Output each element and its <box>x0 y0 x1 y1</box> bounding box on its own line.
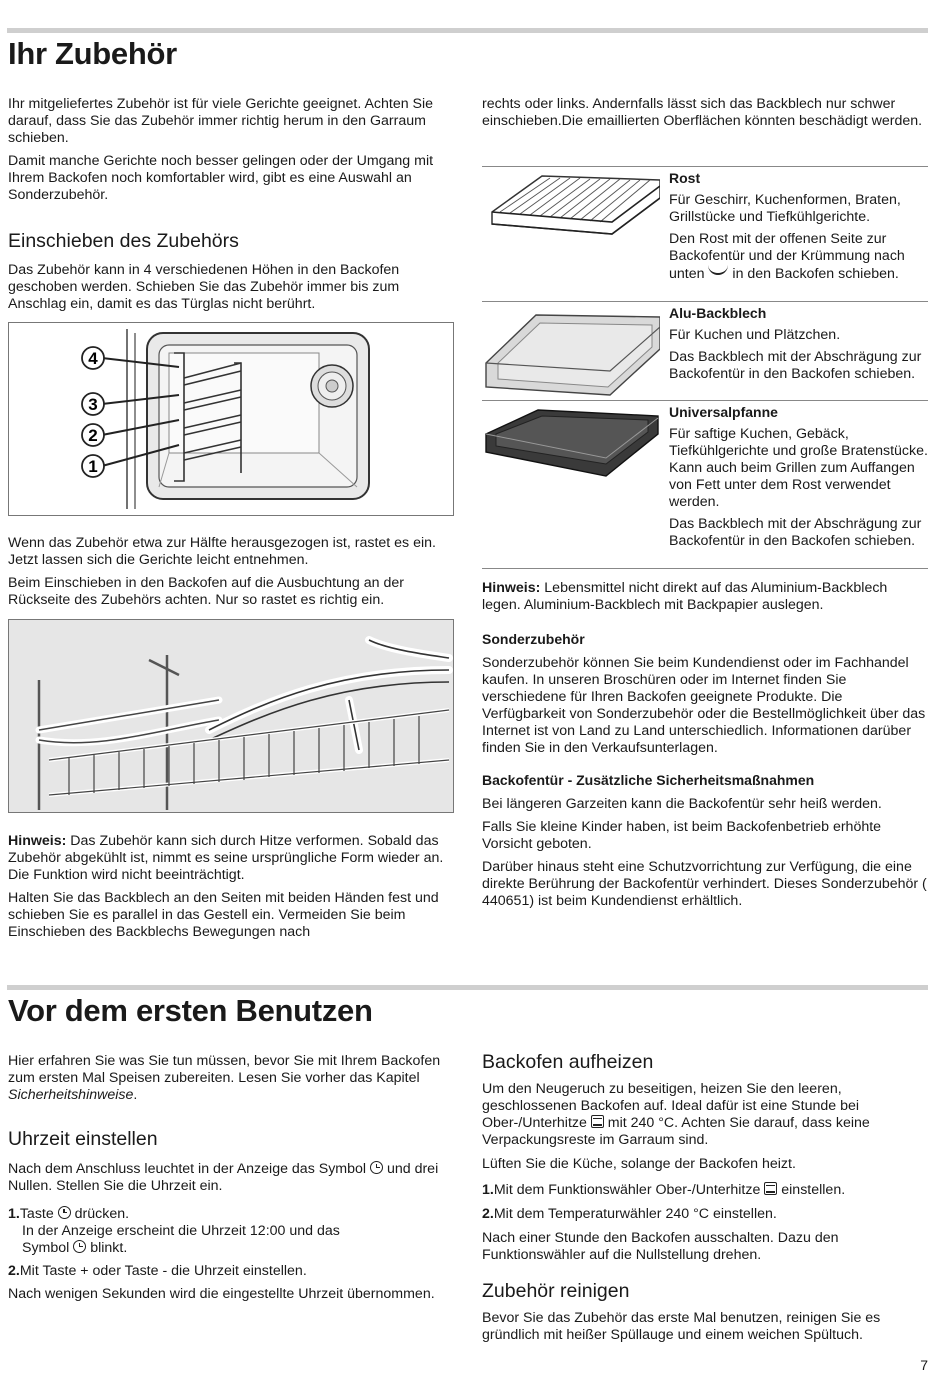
level-label-4: 4 <box>88 349 98 368</box>
level-label-1: 1 <box>88 457 98 476</box>
heading-einschieben: Einschieben des Zubehörs <box>8 230 239 252</box>
clock-icon <box>370 1161 383 1174</box>
universalpfanne-image <box>482 402 660 480</box>
rost-title: Rost <box>669 170 701 186</box>
accessory-rule-3 <box>482 400 928 401</box>
rost-hinweis: Den Rost mit der offenen Seite zur Backofentür und der Krümmung nach unten in den Backofen schieben. <box>669 231 905 282</box>
aufheizen-text: Um den Neugeruch zu beseitigen, heizen Sie den leeren, geschlossenen Backofen auf. Ideal dafür ist eine Stunde bei Ober-/Unterhitze mit 240 °C. Achten Sie darauf, dass keine Verpackungsreste im Garraum sind. <box>482 1081 870 1148</box>
alu-backblech-title: Alu-Backblech <box>669 305 767 321</box>
rack-detail-figure <box>8 619 454 813</box>
accessory-rule-2 <box>482 301 928 302</box>
clock-icon <box>73 1240 86 1253</box>
heading-zubehoer-reinigen: Zubehör reinigen <box>482 1280 630 1302</box>
universalpfanne-desc: Für saftige Kuchen, Gebäck, Tiefkühlgerichte und große Bratenstücke. Kann auch beim Grillen zum Auffangen von Fett unter dem Rost verwendet werden. <box>669 426 928 510</box>
backblech-fortsetzung: rechts oder links. Andernfalls lässt sich das Backblech nur schwer einschieben.Die emaillierten Oberflächen könnten beschädigt werden. <box>482 96 923 129</box>
lueften-text: Lüften Sie die Küche, solange der Backofen heizt. <box>482 1156 796 1172</box>
sonderzubehoer-title: Sonderzubehör <box>482 631 585 647</box>
aufheizen-step-1: 1.Mit dem Funktionswähler Ober-/Unterhitze einstellen. <box>482 1182 846 1198</box>
alu-backblech-hinweis: Das Backblech mit der Abschrägung zur Backofentür in den Backofen schieben. <box>669 349 922 382</box>
level-label-3: 3 <box>88 395 98 414</box>
section-title-vor-dem-ersten-benutzen: Vor dem ersten Benutzen <box>8 993 373 1028</box>
vorbereitung-intro: Hier erfahren Sie was Sie tun müssen, bevor Sie mit Ihrem Backofen zum ersten Mal Speisen zubereiten. Lesen Sie vorher das Kapitel Sicherheitshinweise. <box>8 1053 441 1103</box>
uhrzeit-uebernahme: Nach wenigen Sekunden wird die eingestellte Uhrzeit übernommen. <box>8 1286 435 1302</box>
curve-down-icon <box>708 265 728 275</box>
clock-icon <box>58 1206 71 1219</box>
aufheizen-step-2: 2.Mit dem Temperaturwähler 240 °C einstellen. <box>482 1206 777 1222</box>
level-label-2: 2 <box>88 426 98 445</box>
top-bottom-heat-icon <box>764 1182 777 1195</box>
alu-backblech-image <box>482 305 660 397</box>
ausschalten-text: Nach einer Stunde den Backofen ausschalten. Dazu den Funktionswähler auf die Nullstellung drehen. <box>482 1230 839 1263</box>
einrasten-text: Wenn das Zubehör etwa zur Hälfte herausgezogen ist, rastet es ein. Jetzt lassen sich die Gerichte leicht entnehmen. <box>8 535 436 568</box>
uhrzeit-text: Nach dem Anschluss leuchtet in der Anzeige das Symbol und drei Nullen. Stellen Sie die Uhrzeit ein. <box>8 1161 439 1194</box>
universalpfanne-description <box>669 404 931 555</box>
rost-desc: Für Geschirr, Kuchenformen, Braten, Grillstücke und Tiefkühlgerichte. <box>669 192 901 225</box>
uhrzeit-step-1: 1.Taste drücken. In der Anzeige erscheint die Uhrzeit 12:00 und das Symbol blinkt. <box>8 1206 340 1256</box>
accessory-rule-4 <box>482 568 928 569</box>
heading-uhrzeit: Uhrzeit einstellen <box>8 1128 158 1150</box>
left-column-1 <box>8 96 456 204</box>
universalpfanne-hinweis: Das Backblech mit der Abschrägung zur Backofentür in den Backofen schieben. <box>669 516 922 549</box>
backofentuer-text-1: Bei längeren Garzeiten kann die Backofentür sehr heiß werden. <box>482 796 882 812</box>
uhrzeit-step-2: 2.Mit Taste + oder Taste - die Uhrzeit einstellen. <box>8 1263 307 1279</box>
page-number: 7 <box>920 1357 928 1373</box>
heading-aufheizen: Backofen aufheizen <box>482 1051 654 1073</box>
accessory-rule-1 <box>482 166 928 167</box>
section-rule-bottom <box>7 985 928 990</box>
einschieben-text: Das Zubehör kann in 4 verschiedenen Höhen in den Backofen geschoben werden. Schieben Sie das Zubehör immer bis zum Anschlag ein, damit es das Türglas nicht berührt. <box>8 262 400 312</box>
alu-backblech-description <box>669 305 931 388</box>
universalpfanne-title: Universalpfanne <box>669 404 778 420</box>
sonderzubehoer-text: Sonderzubehör können Sie beim Kundendienst oder im Fachhandel kaufen. In unseren Broschüren oder im Internet finden Sie verschiedene für Ihren Backofen geeignete Produkte. Die Verfügbarkeit von Sonderzubehör oder die Bestellmöglichkeit über das Internet ist von Land zu Land unterschiedlich. Informationen darüber finden Sie in den Verkaufsunterlagen. <box>482 655 926 756</box>
ausbuchtung-text: Beim Einschieben in den Backofen auf die Ausbuchtung an der Rückseite des Zubehörs achten. Nur so rastet es richtig ein. <box>8 575 404 608</box>
backofentuer-text-3: Darüber hinaus steht eine Schutzvorrichtung zur Verfügung, die eine direkte Berührung der Backofentür verhindert. Dieses Sonderzubehör ( 440651) ist beim Kundendienst erhältlich. <box>482 859 927 909</box>
intro-paragraph-1: Ihr mitgeliefertes Zubehör ist für viele Gerichte geeignet. Achten Sie darauf, dass Sie das Zubehör immer richtig herum in den Garraum schieben. <box>8 96 434 146</box>
oven-levels-figure <box>8 322 454 516</box>
rost-description <box>669 170 931 288</box>
backofentuer-text-2: Falls Sie kleine Kinder haben, ist beim Backofenbetrieb erhöhte Vorsicht geboten. <box>482 819 882 852</box>
section-rule-top <box>7 28 928 33</box>
reinigen-text: Bevor Sie das Zubehör das erste Mal benutzen, reinigen Sie es gründlich mit heißer Spüllauge und einem weichen Spültuch. <box>482 1310 881 1343</box>
top-bottom-heat-icon <box>591 1115 604 1128</box>
alu-backblech-desc: Für Kuchen und Plätzchen. <box>669 327 841 343</box>
intro-paragraph-2: Damit manche Gerichte noch besser gelingen oder der Umgang mit Ihrem Backofen noch komfortabler wird, gibt es eine Auswahl an Sonderzubehör. <box>8 153 434 203</box>
hinweis-alu: Hinweis: Lebensmittel nicht direkt auf das Aluminium-Backblech legen. Aluminium-Backblech mit Backpapier auslegen. <box>482 580 888 613</box>
rost-image <box>482 170 660 240</box>
section-title-zubehoer: Ihr Zubehör <box>8 36 177 71</box>
hinweis-verformen: Hinweis: Das Zubehör kann sich durch Hitze verformen. Sobald das Zubehör abgekühlt ist, nimmt es seine ursprüngliche Form wieder an. Die Funktion wird nicht beeinträchtigt. <box>8 833 444 883</box>
backblech-halten-text: Halten Sie das Backblech an den Seiten mit beiden Händen fest und schieben Sie es parallel in das Gestell ein. Vermeiden Sie beim Einschieben des Backblechs Bewegungen nach <box>8 890 439 940</box>
backofentuer-title: Backofentür - Zusätzliche Sicherheitsmaßnahmen <box>482 772 815 788</box>
